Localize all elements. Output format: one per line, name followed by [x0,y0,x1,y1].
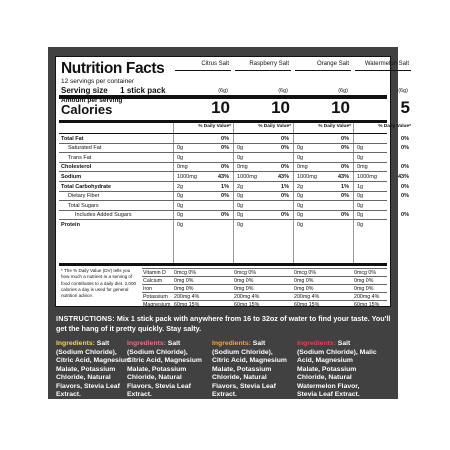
ingredients-text: Salt (Sodium Chloride), Malic Acid, Magnesium Malate, Potassium Chloride, Natural Watermelon Flavor, Stevia Leaf Extract. [297,340,377,398]
nutrient-row [59,143,409,153]
flavor-serving-grams: (6g) [278,88,288,94]
nutrient-amount: 0g [357,212,364,219]
nutrient-amount: 0g [177,212,184,219]
nutrient-daily-value: 0% [341,135,349,142]
ingredients-label: Ingredients: [127,340,166,347]
nutrient-daily-value: 0% [221,135,229,142]
vitamin-value: 0mg 0% [294,286,314,292]
ingredients-block [127,340,207,400]
nutrient-daily-value: 0% [401,145,409,152]
servings-per-container: 12 servings per container [61,78,134,85]
nutrient-amount: 1000mg [177,173,197,180]
nutrient-amount: 0mg [177,164,188,171]
nutrient-daily-value: 0% [281,164,289,171]
nutrient-daily-value: 0% [221,145,229,152]
nutrient-amount: 0g [297,145,304,152]
nutrient-amount: 0g [177,145,184,152]
vitamin-value: 0mcg 0% [174,270,197,276]
nutrient-label: Sodium [61,173,82,180]
nutrient-row [59,210,409,220]
nutrient-row [59,200,387,210]
vitamin-value: 60mg 15% [234,302,260,308]
nutrient-amount: 0mg [357,164,368,171]
daily-value-header: % Daily Value* [318,124,351,129]
nutrient-daily-value: 43% [277,173,289,180]
vitamin-value: 200mg 4% [234,294,260,300]
nutrient-daily-value: 0% [341,193,349,200]
nutrient-daily-value: 0% [341,164,349,171]
vitamin-value: 0mg 0% [174,286,194,292]
flavor-rule [295,70,351,71]
thick-rule-bottom [59,263,387,266]
nutrient-amount: 0mg [237,164,248,171]
manufacturer-info: Manufactured in the USA | Distributed by: DRINK LMNT, INC., Big Sky, MT 59730 [56,417,299,424]
nutrient-amount: 0g [297,154,304,161]
nutrient-label: Cholesterol [61,164,92,171]
nutrient-amount: 0g [237,202,244,209]
nutrient-amount: 0g [177,221,184,228]
nutrient-row [59,171,409,181]
vitamin-label: Magnesium [143,302,171,308]
daily-value-footnote: * The % Daily Value (DV) tells you how much a nutrient in a serving of food contributes to a daily diet. 2,000 calories a day is used for general nutrition advice. [61,268,137,299]
flavor-name: Raspberry Salt [249,61,289,67]
nutrition-facts-box [55,56,411,308]
flavor-serving-grams: (6g) [398,88,408,94]
medium-rule [59,120,387,123]
vitamin-value: 60mg 15% [354,302,380,308]
instructions-label: INSTRUCTIONS: [56,314,115,323]
nutrient-row [59,152,387,162]
nutrient-row [59,181,409,191]
nutrient-daily-value: 1% [341,183,349,190]
vitamin-value: 0mg 0% [234,278,254,284]
nutrient-amount: 0g [357,145,364,152]
nutrient-daily-value: 43% [217,173,229,180]
nutrient-daily-value: 0% [401,193,409,200]
nutrient-amount: 0g [237,221,244,228]
ingredients-text: Salt (Sodium Chloride), Citric Acid, Magnesium Malate, Potassium Chloride, Natural Flavors, Stevia Leaf Extract. [56,340,131,398]
vitamin-value: 0mg 0% [294,278,314,284]
vitamin-label: Vitamin D [143,270,166,276]
nutrient-amount: 0g [297,221,304,228]
nutrient-amount: 2g [237,183,244,190]
vitamin-value: 60mg 15% [294,302,320,308]
vitamin-value: 0mcg 0% [234,270,257,276]
nutrient-amount: 1g [357,183,364,190]
vitamin-label: Calcium [143,278,163,284]
nutrient-amount: 2g [297,183,304,190]
nutrient-amount: 1000mg [237,173,257,180]
flavor-rule [175,70,231,71]
nutrient-row [59,162,409,172]
vitamin-value: 0mg 0% [354,286,374,292]
nutrient-daily-value: 0% [221,212,229,219]
daily-value-header: % Daily Value* [378,124,411,129]
nutrient-daily-value: 0% [401,164,409,171]
instructions [56,314,392,333]
vitamin-value: 60mg 15% [174,302,200,308]
nutrient-amount: 0g [297,202,304,209]
nutrient-daily-value: 0% [281,135,289,142]
vitamin-value: 0mg 0% [174,278,194,284]
nutrient-row [59,219,387,229]
flavor-calories: 10 [271,98,290,117]
nutrient-amount: 1000mg [357,173,377,180]
nutrient-amount: 0g [237,193,244,200]
product-label-panel [48,47,411,424]
ingredients-text: Salt (Sodium Chloride), Citric Acid, Magnesium Malate, Potassium Chloride, Natural Flavors, Stevia Leaf Extract. [212,340,287,398]
nutrient-amount: 0mg [297,164,308,171]
nutrient-label: Total Sugars [68,202,99,209]
ingredients-block [212,340,292,400]
nutrient-amount: 0g [357,221,364,228]
vitamin-value: 200mg 4% [294,294,320,300]
nutrient-daily-value: 0% [341,212,349,219]
nutrient-amount: 0g [357,202,364,209]
nutrient-amount: 0g [357,193,364,200]
nutrient-label: Dietary Fiber [68,193,100,200]
nutrient-daily-value: 43% [397,173,409,180]
nutrient-label: Includes Added Sugars [75,212,132,219]
vitamin-value: 0mcg 0% [294,270,317,276]
nutrient-daily-value: 0% [341,145,349,152]
nutrient-amount: 0g [237,145,244,152]
ingredients-block [56,340,136,400]
nutrient-amount: 0g [297,212,304,219]
nutrient-daily-value: 0% [401,212,409,219]
vitamin-label: Iron [143,286,153,292]
nutrient-label: Trans Fat [68,154,92,161]
ingredients-label: Ingredients: [56,340,95,347]
nutrient-amount: 0g [237,154,244,161]
ingredients-block [297,340,377,400]
daily-value-header: % Daily Value* [258,124,291,129]
flavor-name: Watermelon Salt [364,61,409,67]
vitamin-label: Potassium [143,294,168,300]
vitamin-row [142,300,387,309]
nutrient-label: Protein [61,221,80,228]
nutrient-amount: 0g [237,212,244,219]
vitamin-value: 0mcg 0% [354,270,377,276]
flavor-rule [355,70,411,71]
daily-value-header: % Daily Value* [198,124,231,129]
flavor-serving-grams: (6g) [218,88,228,94]
nutrient-row [59,191,409,201]
amount-per-serving: Amount per serving [61,97,123,104]
flavor-name: Orange Salt [316,61,349,67]
nutrient-label: Total Carbohydrate [61,183,112,190]
vitamin-value: 0mg 0% [354,278,374,284]
nutrient-daily-value: 1% [221,183,229,190]
nutrition-facts-title: Nutrition Facts [61,60,165,77]
ingredients-label: Ingredients: [297,340,336,347]
serving-size [61,86,166,95]
flavor-name: Citrus Salt [201,61,229,67]
nutrient-label: Total Fat [61,135,84,142]
instructions-text: Mix 1 stick pack with anywhere from 16 to 32oz of water to find your taste. You'll get the hang of it pretty quickly. Stay salty. [56,314,391,333]
serving-size-label: Serving size [61,86,108,95]
nutrient-amount: 0g [177,154,184,161]
ingredients-text: Salt (Sodium Chloride), Citric Acid, Magnesium Malate, Potassium Chloride, Natural Flavors, Stevia Leaf Extract. [127,340,202,398]
vitamin-value: 200mg 4% [354,294,380,300]
calories-label: Calories [61,102,113,117]
flavor-rule [235,70,291,71]
ingredients-label: Ingredients: [212,340,251,347]
nutrient-amount: 0g [297,193,304,200]
nutrient-amount: 0g [357,154,364,161]
nutrient-amount: 2g [177,183,184,190]
vitamin-value: 200mg 4% [174,294,200,300]
vitamin-value: 0mg 0% [234,286,254,292]
flavor-serving-grams: (6g) [338,88,348,94]
nutrient-amount: 0g [177,202,184,209]
nutrient-daily-value: 0% [221,193,229,200]
flavor-calories: 10 [331,98,350,117]
nutrient-daily-value: 1% [281,183,289,190]
nutrient-daily-value: 0% [221,164,229,171]
nutrient-daily-value: 0% [401,135,409,142]
nutrient-daily-value: 0% [281,145,289,152]
nutrient-daily-value: 0% [401,183,409,190]
nutrient-amount: 1000mg [297,173,317,180]
nutrient-daily-value: 0% [281,193,289,200]
flavor-calories: 10 [211,98,230,117]
flavor-calories: 5 [400,98,410,117]
nutrient-daily-value: 0% [281,212,289,219]
nutrient-daily-value: 43% [337,173,349,180]
nutrient-label: Saturated Fat [68,145,102,152]
serving-size-value: 1 stick pack [120,86,166,95]
nutrient-amount: 0g [177,193,184,200]
nutrient-row [59,133,409,143]
